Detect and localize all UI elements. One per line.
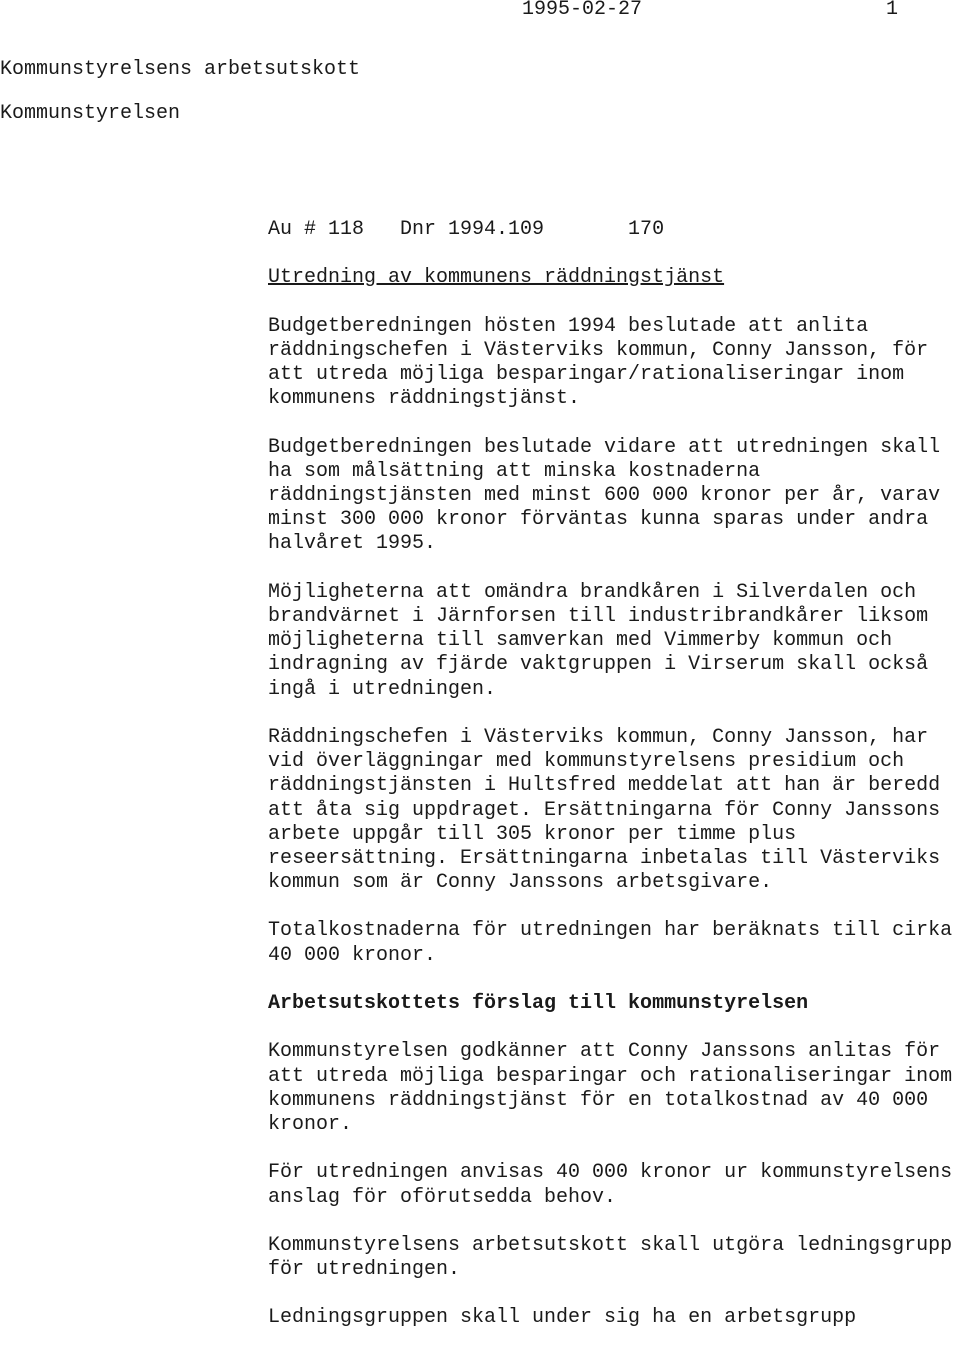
paragraph-line: att åta sig uppdraget. Ersättningarna för Conny Janssons <box>268 798 941 822</box>
paragraph-line: att utreda möjliga besparingar/rationaliseringar inom <box>268 363 905 387</box>
paragraph-line: räddningstjänsten i Hultsfred meddelat att han är beredd <box>268 774 941 798</box>
paragraph-line: brandvärnet i Järnforsen till industribrandkårer liksom <box>268 605 929 628</box>
proposal-heading: Arbetsutskottets förslag till kommunstyrelsen <box>268 992 809 1015</box>
paragraph-line: ingå i utredningen. <box>268 677 497 701</box>
paragraph-line: kommunens räddningstjänst. <box>268 387 581 411</box>
title-block <box>268 266 960 290</box>
proposal-heading-block <box>268 992 960 1016</box>
paragraph <box>268 315 960 412</box>
paragraph <box>268 919 960 967</box>
paragraph-line: anslag för oförutsedda behov. <box>268 1185 617 1209</box>
paragraph-line: kommun som är Conny Janssons arbetsgivare. <box>268 871 773 895</box>
paragraph <box>268 726 960 895</box>
organ-line-2: Kommunstyrelsen <box>0 102 181 125</box>
paragraph-line: 40 000 kronor. <box>268 943 437 967</box>
reference-line: Au # 118 Dnr 1994.109 170 <box>268 218 665 241</box>
paragraph-line: ha som målsättning att minska kostnaderna <box>268 459 761 483</box>
proposal-paragraph <box>268 1040 960 1137</box>
paragraph-line: Totalkostnaderna för utredningen har beräknats till cirka <box>268 919 953 943</box>
proposal-paragraph <box>268 1161 960 1209</box>
header-page-number: 1 <box>886 0 899 21</box>
paragraph-line: halvåret 1995. <box>268 532 437 556</box>
paragraph-line: räddningstjänsten med minst 600 000 kronor per år, varav <box>268 484 941 508</box>
header-date: 1995-02-27 <box>522 0 643 21</box>
paragraph-line: kommunens räddningstjänst för en totalkostnad av 40 000 <box>268 1088 929 1112</box>
paragraph-line: vid överläggningar med kommunstyrelsens presidium och <box>268 750 905 774</box>
organ-line-1: Kommunstyrelsens arbetsutskott <box>0 58 361 81</box>
paragraph <box>268 436 960 557</box>
paragraph-line: reseersättning. Ersättningarna inbetalas till Västerviks <box>268 846 941 870</box>
paragraph-line: för utredningen. <box>268 1258 461 1282</box>
paragraph-line: möjligheterna till samverkan med Vimmerby kommun och <box>268 629 893 653</box>
paragraph-line: att utreda möjliga besparingar och rationaliseringar inom <box>268 1064 953 1088</box>
paragraph-line: Räddningschefen i Västerviks kommun, Conny Jansson, har <box>268 725 929 749</box>
proposal-paragraph <box>268 1234 960 1282</box>
paragraph <box>268 581 960 702</box>
paragraph-line: Kommunstyrelsens arbetsutskott skall utgöra ledningsgrupp <box>268 1233 953 1257</box>
paragraph-line: indragning av fjärde vaktgruppen i Virserum skall också <box>268 653 929 677</box>
paragraph-line: kronor. <box>268 1112 353 1136</box>
document-body <box>268 218 960 1355</box>
paragraph-line: Kommunstyrelsen godkänner att Conny Janssons anlitas för <box>268 1040 941 1064</box>
paragraph-line: arbete uppgår till 305 kronor per timme plus <box>268 822 797 846</box>
paragraph-line: För utredningen anvisas 40 000 kronor ur kommunstyrelsens <box>268 1161 953 1185</box>
proposal-paragraph <box>268 1306 960 1330</box>
paragraph-line: minst 300 000 kronor förväntas kunna sparas under andra <box>268 508 929 532</box>
paragraph-line: räddningschefen i Västerviks kommun, Conny Jansson, för <box>268 338 929 362</box>
document-title: Utredning av kommunens räddningstjänst <box>268 266 725 290</box>
paragraph-line: Ledningsgruppen skall under sig ha en arbetsgrupp <box>268 1306 857 1330</box>
paragraph-line: Budgetberedningen hösten 1994 beslutade att anlita <box>268 314 869 338</box>
paragraph-line: Budgetberedningen beslutade vidare att utredningen skall <box>268 435 941 459</box>
reference-block <box>268 218 960 242</box>
paragraph-line: Möjligheterna att omändra brandkåren i Silverdalen och <box>268 580 917 604</box>
